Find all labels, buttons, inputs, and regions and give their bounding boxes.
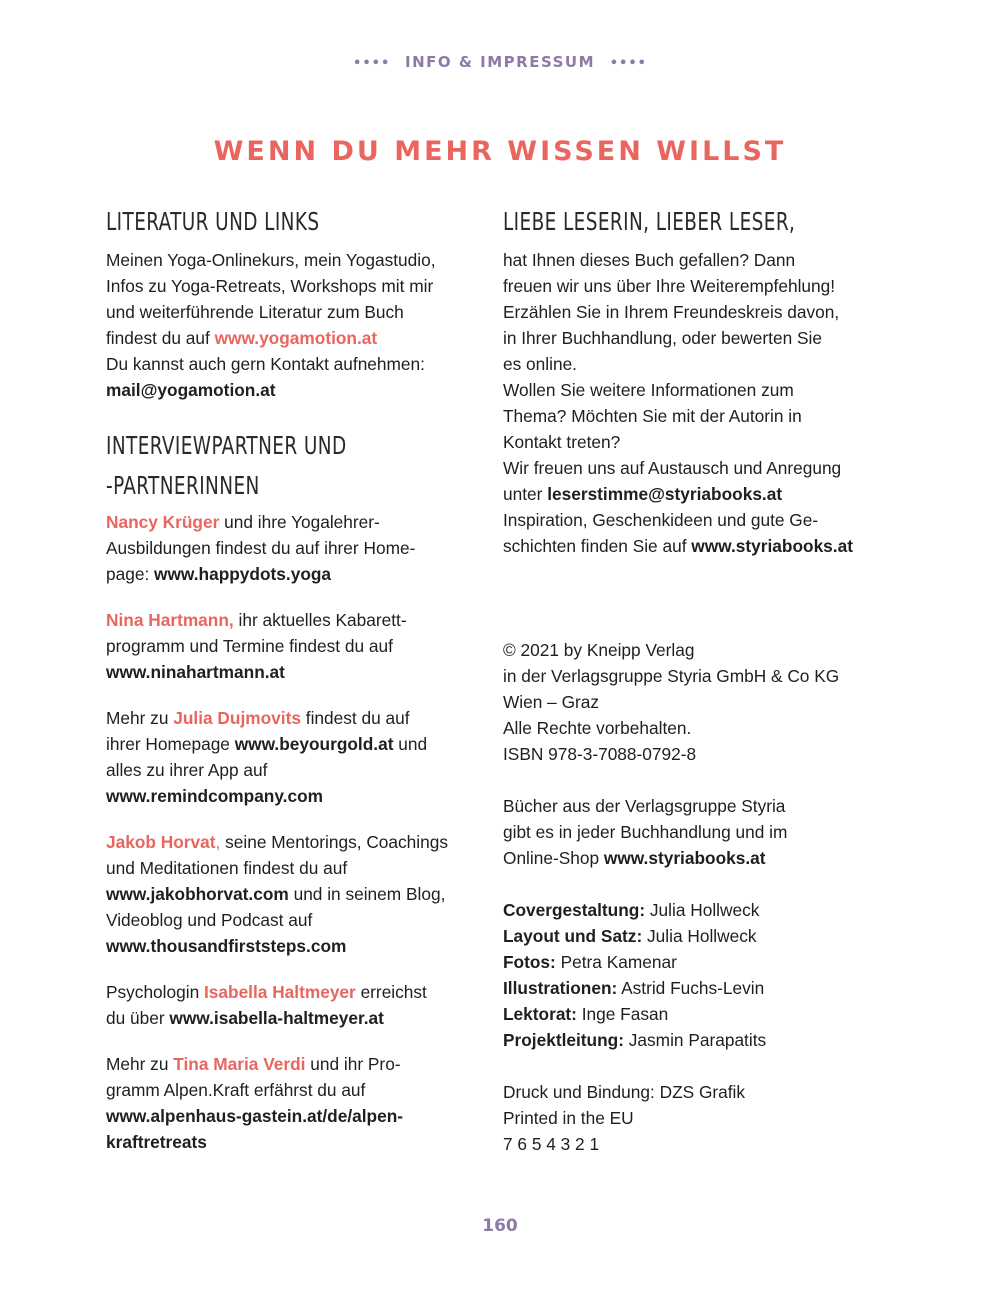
text-line	[503, 533, 863, 559]
partner-nina	[106, 607, 466, 685]
text-fragment: findest du auf	[106, 328, 215, 348]
text-line: gramm Alpen.Kraft erfährst du auf	[106, 1080, 366, 1100]
partner-isabella	[106, 979, 466, 1031]
credits-block	[503, 897, 863, 1053]
person-name: Nancy Krüger	[106, 512, 220, 532]
partner-jakob	[106, 829, 466, 959]
url-link[interactable]: www.ninahartmann.at	[106, 662, 285, 682]
credit-label: Layout und Satz:	[503, 926, 643, 946]
text-line: Wollen Sie weitere Informationen zum	[503, 380, 794, 400]
literatur-text	[106, 247, 466, 403]
text-fragment: erreichst	[355, 982, 427, 1002]
text-line	[106, 705, 466, 731]
text-line: gibt es in jeder Buchhandlung und im	[503, 822, 788, 842]
literatur-heading: LITERATUR UND LINKS	[106, 207, 320, 236]
credit-label: Illustrationen:	[503, 978, 618, 998]
text-line	[503, 845, 863, 871]
text-line	[106, 881, 466, 907]
text-line: Wien – Graz	[503, 692, 600, 712]
text-fragment: Mehr zu	[106, 708, 174, 728]
person-name: Jakob Horvat	[106, 832, 216, 852]
credit-value: Petra Kamenar	[555, 952, 677, 972]
text-line: Alle Rechte vorbehalten.	[503, 718, 692, 738]
url-link[interactable]: www.isabella-haltmeyer.at	[169, 1008, 384, 1028]
yogamotion-link[interactable]: www.yogamotion.at	[214, 328, 378, 348]
text-line	[106, 979, 466, 1005]
credit-line	[503, 949, 863, 975]
credit-value: Jasmin Parapatits	[623, 1030, 767, 1050]
text-fragment: und ihr Pro-	[305, 1054, 401, 1074]
person-name: Tina Maria Verdi	[173, 1054, 306, 1074]
text-line	[106, 1005, 466, 1031]
email-link[interactable]: mail@yogamotion.at	[106, 380, 276, 400]
page-title: WENN DU MEHR WISSEN WILLST	[213, 136, 787, 167]
url-link[interactable]: www.styriabooks.at	[691, 536, 853, 556]
section-label: INFO & IMPRESSUM	[405, 53, 595, 71]
text-line: Kontakt treten?	[503, 432, 621, 452]
text-line	[106, 829, 466, 855]
text-fragment: du über	[106, 1008, 170, 1028]
partner-julia	[106, 705, 466, 809]
text-fragment: ,	[215, 832, 221, 852]
section-header	[0, 53, 1000, 71]
text-line: Bücher aus der Verlagsgruppe Styria	[503, 796, 786, 816]
text-line: in der Verlagsgruppe Styria GmbH & Co KG	[503, 666, 840, 686]
text-line	[106, 509, 466, 535]
url-link[interactable]: www.thousandfirststeps.com	[106, 936, 347, 956]
text-line	[106, 731, 466, 757]
text-fragment: ihrer Homepage	[106, 734, 235, 754]
credit-value: Astrid Fuchs-Levin	[617, 978, 765, 998]
text-line: Videoblog und Podcast auf	[106, 910, 313, 930]
credit-value: Julia Hollweck	[645, 900, 760, 920]
text-line: alles zu ihrer App auf	[106, 760, 268, 780]
text-line: programm und Termine findest du auf	[106, 636, 393, 656]
text-fragment: unter	[503, 484, 548, 504]
partner-tina	[106, 1051, 466, 1155]
text-line: Thema? Möchten Sie mit der Autorin in	[503, 406, 802, 426]
dots-left: ••••	[353, 56, 391, 71]
text-line	[106, 607, 466, 633]
text-fragment: schichten finden Sie auf	[503, 536, 692, 556]
leser-text	[503, 247, 863, 559]
credit-line	[503, 1001, 863, 1027]
text-line: Wir freuen uns auf Austausch und Anregung	[503, 458, 842, 478]
text-line: Du kannst auch gern Kontakt aufnehmen:	[106, 354, 425, 374]
text-line	[106, 1051, 466, 1077]
credit-label: Fotos:	[503, 952, 556, 972]
text-fragment: page:	[106, 564, 155, 584]
text-line: und Meditationen findest du auf	[106, 858, 348, 878]
text-line: freuen wir uns über Ihre Weiterempfehlung!	[503, 276, 836, 296]
isbn: ISBN 978-3-7088-0792-8	[503, 744, 697, 764]
text-line: hat Ihnen dieses Buch gefallen? Dann	[503, 250, 796, 270]
url-link[interactable]: www.beyourgold.at	[234, 734, 394, 754]
text-line	[106, 561, 466, 587]
text-line: in Ihrer Buchhandlung, oder bewerten Sie	[503, 328, 822, 348]
text-line: und weiterführende Literatur zum Buch	[106, 302, 404, 322]
text-fragment: ihr aktuelles Kabarett-	[233, 610, 407, 630]
text-line: es online.	[503, 354, 577, 374]
credit-label: Lektorat:	[503, 1004, 577, 1024]
credit-line	[503, 975, 863, 1001]
url-link[interactable]: www.alpenhaus-gastein.at/de/alpen-	[106, 1106, 404, 1126]
text-fragment: und ihre Yogalehrer-	[219, 512, 380, 532]
dots-right: ••••	[609, 56, 647, 71]
text-line: Erzählen Sie in Ihrem Freundeskreis davon,	[503, 302, 840, 322]
credit-label: Projektleitung:	[503, 1030, 624, 1050]
partner-nancy	[106, 509, 466, 587]
text-fragment: seine Mentorings, Coachings	[220, 832, 448, 852]
text-fragment: und in seinem Blog,	[288, 884, 446, 904]
page-number: 160	[482, 1216, 518, 1236]
url-link[interactable]: www.jakobhorvat.com	[106, 884, 289, 904]
text-fragment: findest du auf	[300, 708, 410, 728]
right-column	[503, 203, 863, 1157]
credit-line	[503, 923, 863, 949]
print-block	[503, 1079, 863, 1157]
text-fragment: Mehr zu	[106, 1054, 174, 1074]
url-link[interactable]: www.remindcompany.com	[106, 786, 324, 806]
text-line: Ausbildungen findest du auf ihrer Home-	[106, 538, 416, 558]
text-line: Inspiration, Geschenkideen und gute Ge-	[503, 510, 819, 530]
text-line: Printed in the EU	[503, 1108, 634, 1128]
url-link[interactable]: kraftretreats	[106, 1132, 207, 1152]
email-link[interactable]: leserstimme@styriabooks.at	[547, 484, 783, 504]
text-line: Meinen Yoga-Onlinekurs, mein Yogastudio,	[106, 250, 436, 270]
text-fragment: und	[393, 734, 428, 754]
url-link[interactable]: www.happydots.yoga	[154, 564, 332, 584]
interview-heading-2: -PARTNERINNEN	[106, 471, 260, 500]
text-fragment: Online-Shop	[503, 848, 604, 868]
text-fragment: Psychologin	[106, 982, 204, 1002]
text-line: Infos zu Yoga-Retreats, Workshops mit mir	[106, 276, 434, 296]
copyright-block	[503, 637, 863, 767]
print-run: 7 6 5 4 3 2 1	[503, 1134, 600, 1154]
url-link[interactable]: www.styriabooks.at	[603, 848, 766, 868]
credit-line	[503, 897, 863, 923]
credit-value: Inge Fasan	[576, 1004, 669, 1024]
text-line	[503, 481, 863, 507]
text-line: Druck und Bindung: DZS Grafik	[503, 1082, 746, 1102]
text-line	[106, 325, 466, 351]
credit-label: Covergestaltung:	[503, 900, 646, 920]
credit-line	[503, 1027, 863, 1053]
credit-value: Julia Hollweck	[642, 926, 757, 946]
interview-heading-1: INTERVIEWPARTNER UND	[106, 431, 347, 460]
text-line: © 2021 by Kneipp Verlag	[503, 640, 695, 660]
shop-block	[503, 793, 863, 871]
person-name: Julia Dujmovits	[173, 708, 301, 728]
left-column	[106, 203, 466, 1175]
person-name: Nina Hartmann,	[106, 610, 234, 630]
person-name: Isabella Haltmeyer	[203, 982, 356, 1002]
leser-heading: LIEBE LESERIN, LIEBER LESER,	[503, 207, 796, 236]
